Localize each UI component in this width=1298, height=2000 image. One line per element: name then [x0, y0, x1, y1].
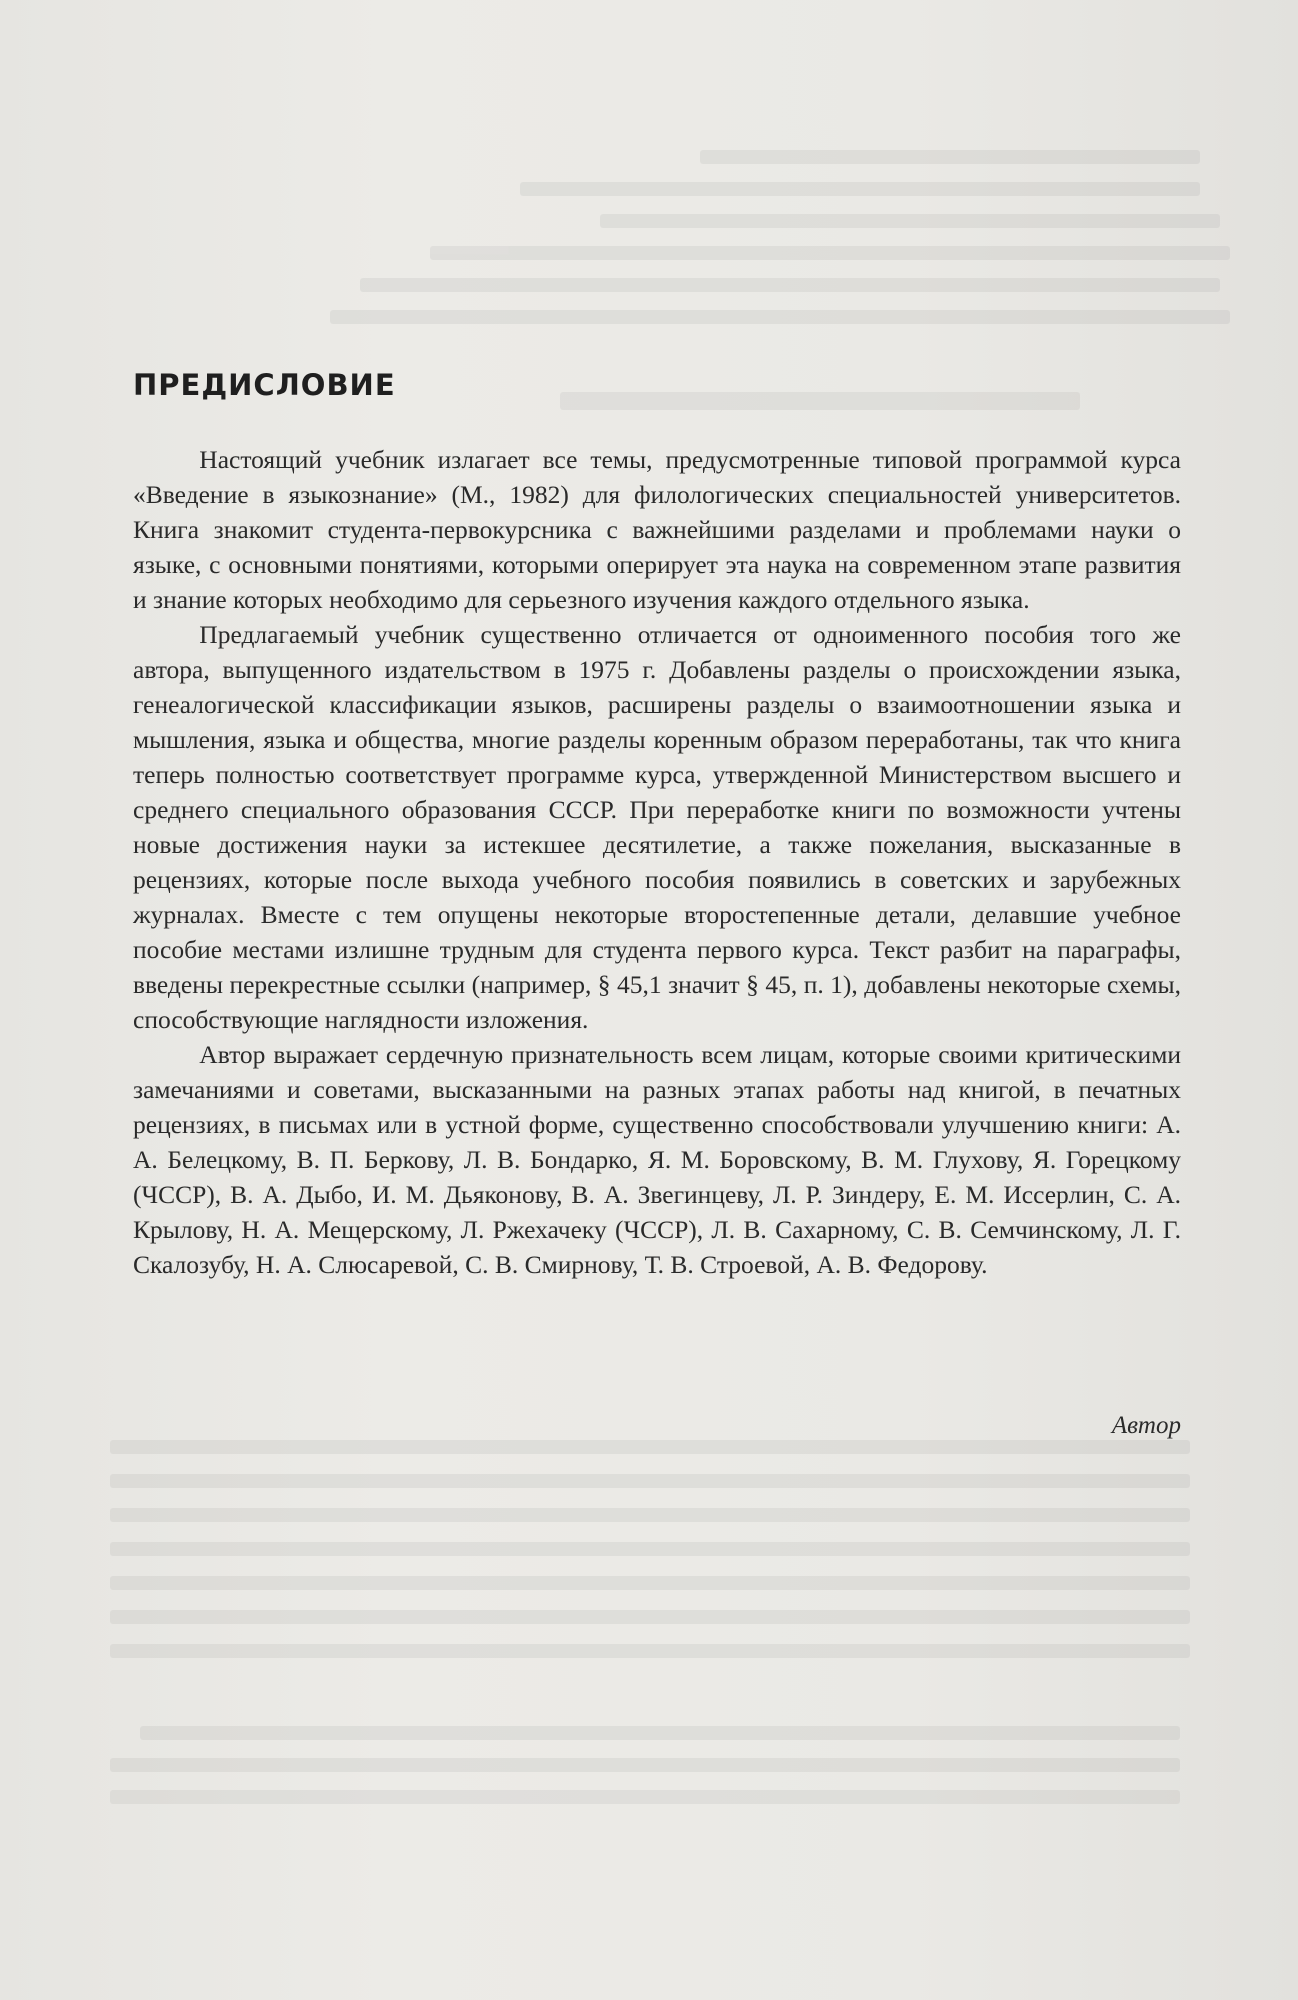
page-title: ПРЕДИСЛОВИЕ [133, 368, 396, 402]
preface-body [133, 442, 1181, 1282]
paragraph-1: Настоящий учебник излагает все темы, предусмотренные типовой программой курса «Введение в языкознание» (М., 1982) для филологических специальностей университетов. Книга знакомит студента-первокурсника с важнейшими разделами и проблемами науки о языке, с основными понятиями, которыми оперирует эта наука на современном этапе развития и знание которых необходимо для серьезного изучения каждого отдельного языка. [133, 445, 1181, 614]
paragraph-2: Предлагаемый учебник существенно отличается от одноименного пособия того же автора, выпущенного издательством в 1975 г. Добавлены разделы о происхождении языка, генеалогической классификации языков, расширены разделы о взаимоотношении языка и мышления, языка и общества, многие разделы коренным образом переработаны, так что книга теперь полностью соответствует программе курса, утвержденной Министерством высшего и среднего специального образования СССР. При переработке книги по возможности учтены новые достижения науки за истекшее десятилетие, а также пожелания, высказанные в рецензиях, которые после выхода учебного пособия появились в советских и зарубежных журналах. Вместе с тем опущены некоторые второстепенные детали, делавшие учебное пособие местами излишне трудным для студента первого курса. Текст разбит на параграфы, введены перекрестные ссылки (например, § 45,1 значит § 45, п. 1), добавлены некоторые схемы, способствующие наглядности изложения. [133, 620, 1181, 1034]
paragraph-3: Автор выражает сердечную признательность всем лицам, которые своими критическими замечаниями и советами, высказанными на разных этапах работы над книгой, в печатных рецензиях, в письмах или в устной форме, существенно способствовали улучшению книги: А. А. Белецкому, В. П. Беркову, Л. В. Бондарко, Я. М. Боровскому, В. М. Глухову, Я. Горецкому (ЧССР), В. А. Дыбо, И. М. Дьяконову, В. А. Звегинцеву, Л. Р. Зиндеру, Е. М. Иссерлин, С. А. Крылову, Н. А. Мещерскому, Л. Ржехачеку (ЧССР), Л. В. Сахарному, С. В. Семчинскому, Л. Г. Скалозубу, Н. А. Слюсаревой, С. В. Смирнову, Т. В. Строевой, А. В. Федорову. [133, 1040, 1181, 1279]
author-signature: Автор [1111, 1412, 1181, 1439]
